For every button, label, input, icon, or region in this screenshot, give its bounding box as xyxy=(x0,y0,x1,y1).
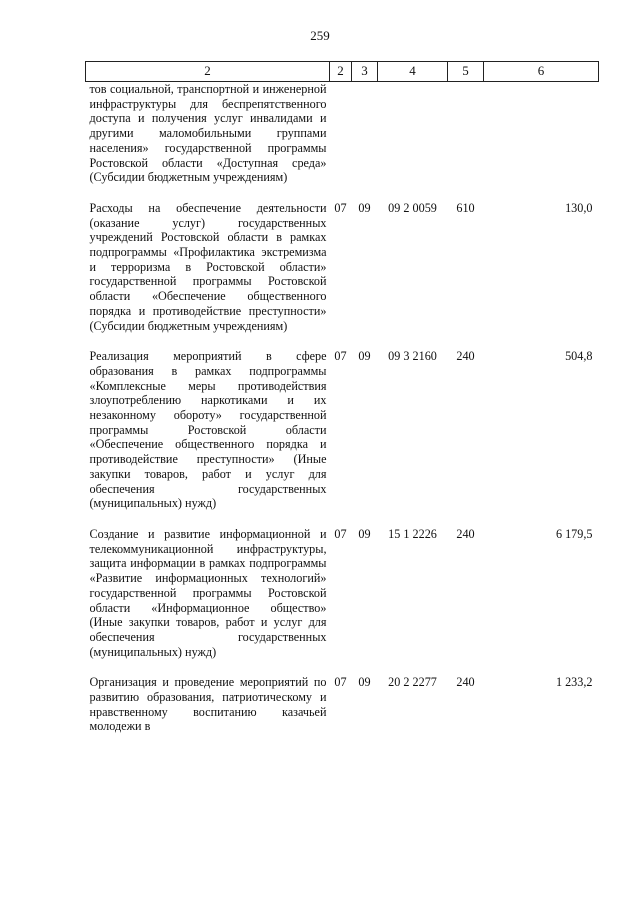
row-expense-type: 610 xyxy=(456,200,475,215)
row-subsection: 09 xyxy=(358,200,371,215)
row-description: Организация и проведение мероприятий по развитию образования, патриотическому и нравственному воспитанию казачьей молодежи в xyxy=(89,675,327,734)
page-number: 259 xyxy=(310,28,330,43)
table-row xyxy=(86,527,599,659)
row-description: Расходы на обеспечение деятельности (оказание услуг) государственных учреждений Ростовской области в рамках подпрограммы «Профилактика экстремизма и терроризма в Ростовской области» государственной программы Ростовской области «Обеспечение общественного порядка и противодействие преступности» (Субсидии бюджетным учреждениям) xyxy=(89,200,327,333)
row-expense-type: 240 xyxy=(456,349,475,364)
table-header xyxy=(86,62,599,82)
header-col-subsection: 3 xyxy=(352,62,378,82)
row-expense-type xyxy=(448,82,484,185)
row-target-article: 20 2 2277 xyxy=(388,675,437,690)
row-amount: 1 233,2 xyxy=(555,675,593,690)
table-row xyxy=(86,675,599,734)
row-section: 07 xyxy=(334,675,347,690)
row-target-article: 15 1 2226 xyxy=(388,526,437,541)
row-subsection: 09 xyxy=(358,526,371,541)
row-subsection: 09 xyxy=(358,675,371,690)
budget-table xyxy=(85,61,599,734)
header-col-expense-type: 5 xyxy=(448,62,484,82)
row-spacer xyxy=(86,659,599,675)
table-row xyxy=(86,349,599,511)
row-spacer xyxy=(86,511,599,527)
header-col-description: 2 xyxy=(86,62,330,82)
row-target-article: 09 3 2160 xyxy=(388,349,437,364)
row-description: Реализация мероприятий в сфере образования в рамках подпрограммы «Комплексные меры противодействия злоупотреблению наркотиками и их незаконному обороту» государственной программы Ростовской области «Обеспечение общественного порядка и противодействие преступности» (Иные закупки товаров, работ и услуг для обеспечения государственных (муниципальных) нужд) xyxy=(89,349,327,511)
row-section xyxy=(330,82,352,185)
row-expense-type: 240 xyxy=(456,526,475,541)
row-amount: 6 179,5 xyxy=(555,526,593,541)
table-row xyxy=(86,82,599,185)
row-description: тов социальной, транспортной и инженерной инфраструктуры для беспрепятственного доступа и получения услуг инвалидами и другими маломобильными группами населения» государственной программы Ростовской области «Доступная среда» (Субсидии бюджетным учреждениям) xyxy=(89,82,327,185)
table-row xyxy=(86,201,599,333)
header-col-amount: 6 xyxy=(484,62,599,82)
row-amount xyxy=(484,82,599,185)
row-amount: 504,8 xyxy=(565,349,593,364)
row-subsection: 09 xyxy=(358,349,371,364)
row-spacer xyxy=(86,333,599,349)
row-section: 07 xyxy=(334,526,347,541)
row-section: 07 xyxy=(334,200,347,215)
table-body xyxy=(86,82,599,735)
row-subsection xyxy=(352,82,378,185)
row-description: Создание и развитие информационной и телекоммуникационной инфраструктуры, защита информации в рамках подпрограммы «Развитие информационных технологий» государственной программы Ростовской области «Информационное общество» (Иные закупки товаров, работ и услуг для обеспечения государственных (муниципальных) нужд) xyxy=(89,526,327,659)
header-col-target-article: 4 xyxy=(378,62,448,82)
row-expense-type: 240 xyxy=(456,675,475,690)
row-target-article xyxy=(378,82,448,185)
row-amount: 130,0 xyxy=(565,200,593,215)
header-row xyxy=(86,62,599,82)
row-section: 07 xyxy=(334,349,347,364)
row-target-article: 09 2 0059 xyxy=(388,200,437,215)
row-spacer xyxy=(86,185,599,201)
header-col-section: 2 xyxy=(330,62,352,82)
